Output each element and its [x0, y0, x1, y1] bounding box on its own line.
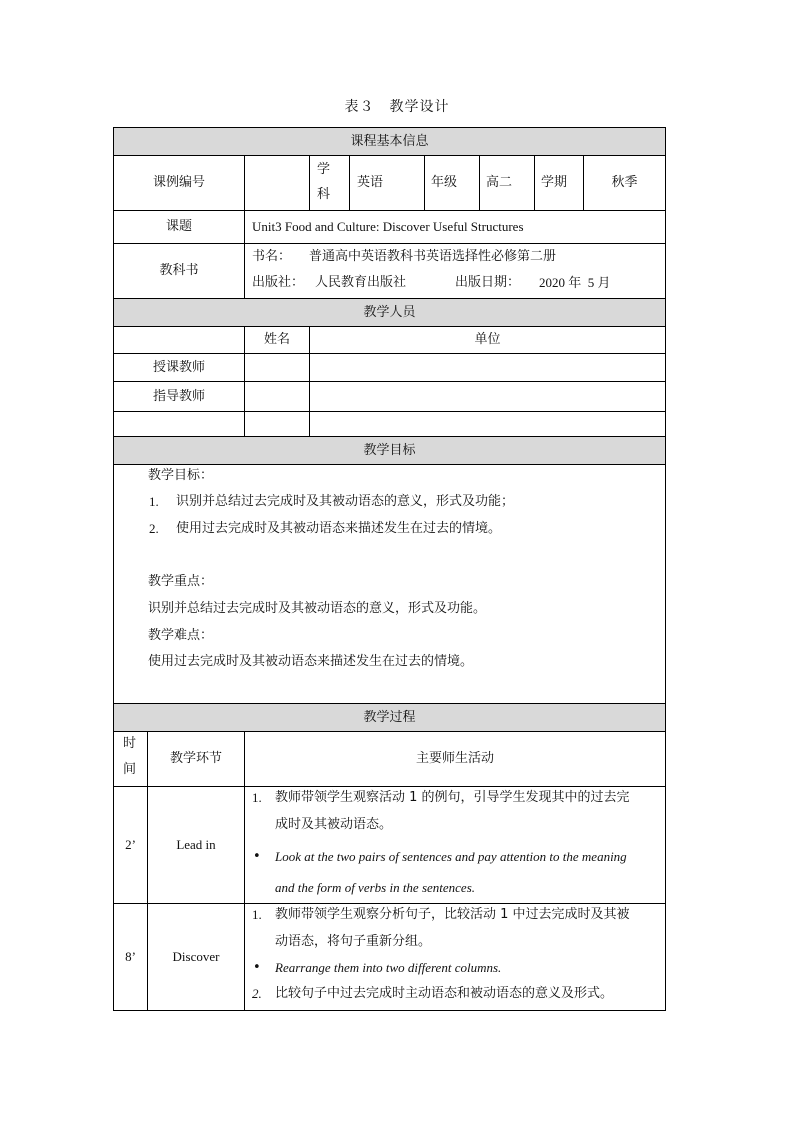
textbook-info	[244, 243, 666, 299]
subject-label: 学 科	[309, 155, 350, 211]
difficult-points-label: 教学难点：	[148, 628, 214, 643]
page-title: 表３ 教学设计	[344, 99, 450, 115]
goal-text: 识别并总结过去完成时及其被动语态的意义，形式及功能；	[176, 494, 515, 509]
objectives-body	[113, 464, 666, 704]
staff-unit-cell	[309, 353, 666, 382]
difficult-points-text: 使用过去完成时及其被动语态来描述发生在过去的情境。	[148, 654, 474, 669]
staff-unit-col: 单位	[309, 326, 666, 354]
book-name-value: 普通高中英语教科书英语选择性必修第二册	[309, 249, 557, 264]
publisher-value: 人民教育出版社	[315, 275, 407, 290]
course-info-header: 课程基本信息	[113, 127, 666, 156]
activity-cell: 1. 教师带领学生观察分析句子，比较活动 1 中过去完成时及其被 动语态，将句子重新分组。 • Rearrange them into two different columns. 2. 比较句子中过去完成时主动语态和被动语态的意义及形式。	[244, 903, 666, 1011]
topic-label: 课题	[113, 210, 245, 244]
time-col-header: 时 间	[113, 731, 148, 787]
subject-value: 英语	[349, 155, 425, 211]
goal-number: 1.	[149, 494, 159, 509]
stage-col-header: 教学环节	[147, 731, 245, 787]
staff-role-advisor: 指导教师	[113, 381, 245, 412]
staff-unit-cell	[309, 411, 666, 437]
book-name-label: 书名：	[252, 249, 292, 264]
lesson-design-table	[113, 127, 666, 1011]
staff-header: 教学人员	[113, 298, 666, 327]
objectives-header: 教学目标	[113, 436, 666, 465]
staff-name-cell	[244, 353, 310, 382]
staff-unit-cell	[309, 381, 666, 412]
staff-name-cell	[244, 411, 310, 437]
staff-role-instructor: 授课教师	[113, 353, 245, 382]
key-points-text: 识别并总结过去完成时及其被动语态的意义，形式及功能。	[148, 601, 487, 616]
term-label: 学期	[534, 155, 584, 211]
pub-date-label: 出版日期：	[455, 275, 521, 290]
bullet-icon: •	[253, 849, 261, 864]
publisher-label: 出版社：	[252, 275, 305, 290]
staff-corner-cell	[113, 326, 245, 354]
course-id-label: 课例编号	[113, 155, 245, 211]
staff-name-cell	[244, 381, 310, 412]
staff-name-col: 姓名	[244, 326, 310, 354]
activity-col-header: 主要师生活动	[244, 731, 666, 787]
activity-cell: 1. 教师带领学生观察活动 1 的例句，引导学生发现其中的过去完 成时及其被动语态。 • Look at the two pairs of sentences and pay attention to the meaning and the form of verbs in the sentences.	[244, 786, 666, 904]
course-id-value	[244, 155, 310, 211]
goal-text: 使用过去完成时及其被动语态来描述发生在过去的情境。	[176, 521, 502, 536]
stage-cell: Lead in	[147, 786, 245, 904]
process-header: 教学过程	[113, 703, 666, 732]
grade-value: 高二	[479, 155, 535, 211]
stage-cell: Discover	[147, 903, 245, 1011]
grade-label: 年级	[424, 155, 480, 211]
time-cell: 8’	[113, 903, 148, 1011]
goals-label: 教学目标：	[148, 468, 214, 483]
textbook-label: 教科书	[113, 243, 245, 299]
term-value: 秋季	[583, 155, 666, 211]
staff-role-cell	[113, 411, 245, 437]
goal-number: 2.	[149, 521, 159, 536]
topic-value: Unit3 Food and Culture: Discover Useful Structures	[244, 210, 666, 244]
key-points-label: 教学重点：	[148, 574, 214, 589]
time-cell: 2’	[113, 786, 148, 904]
pub-date-value: 2020 年 5 月	[539, 275, 611, 290]
bullet-icon: •	[253, 960, 261, 975]
